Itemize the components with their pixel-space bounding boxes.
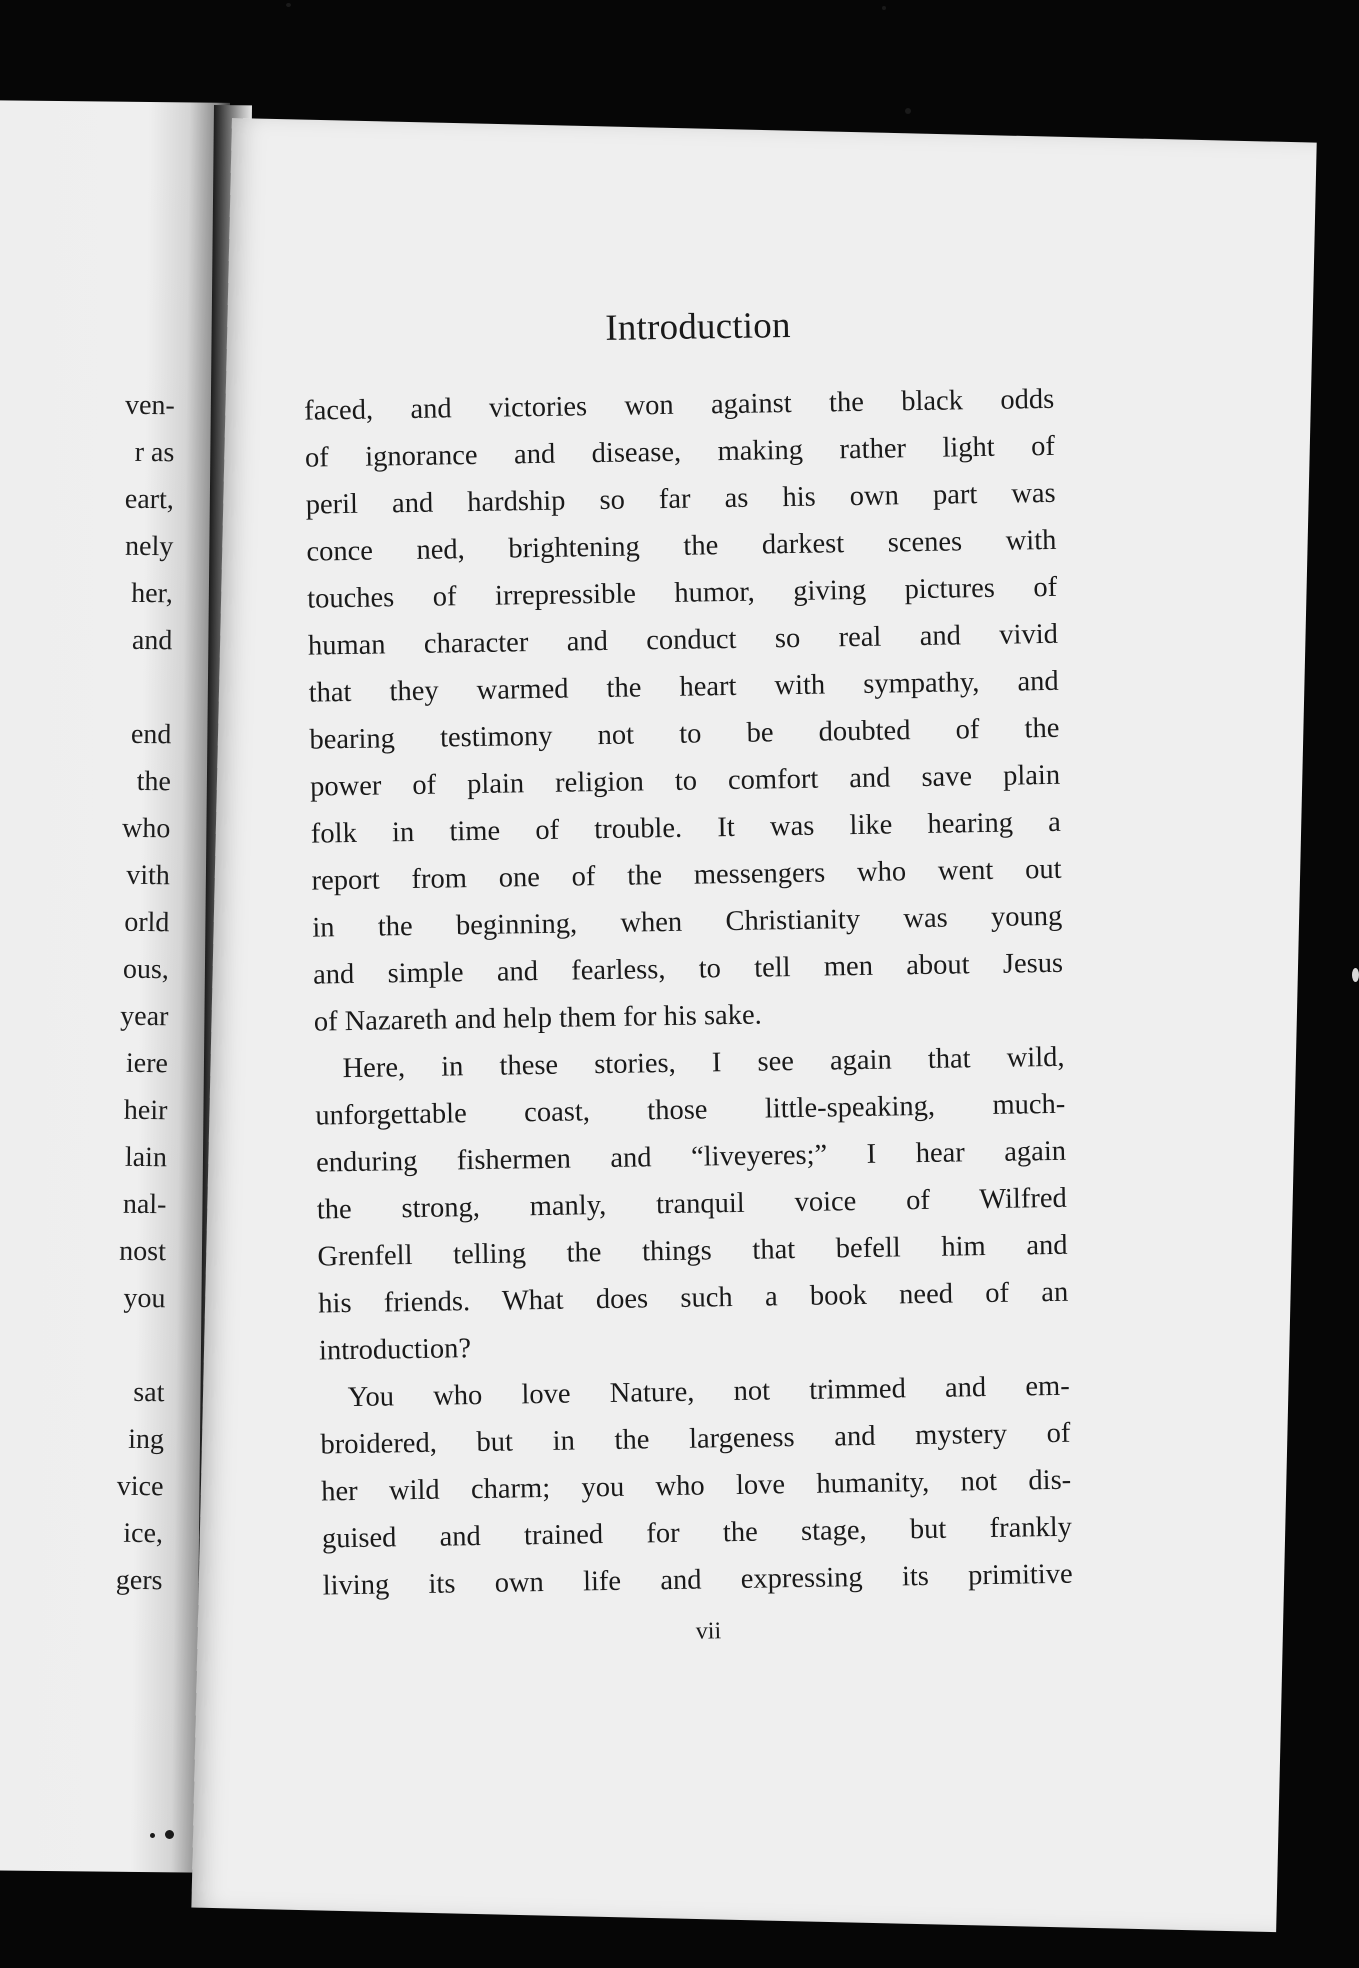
text-line: touches of irrepressible humor, giving pictures of (306, 571, 1058, 615)
left-page-fragment: lain (124, 1141, 168, 1174)
text-line: broidered, but in the largeness and mystery of (320, 1417, 1071, 1461)
text-line: of Nazareth and help them for his sake. (313, 999, 762, 1038)
text-line: conce ned, brightening the darkest scenes with (306, 524, 1057, 568)
left-page-fragment: her, (131, 577, 174, 610)
left-page-fragment: vice (116, 1470, 164, 1503)
text-line: human character and conduct so real and vivid (307, 618, 1059, 662)
text-line: guised and trained for the stage, but frankly (321, 1511, 1073, 1555)
text-line: Grenfell telling the things that befell him and (317, 1229, 1068, 1273)
left-page-fragment: who (121, 812, 171, 845)
text-line: the strong, manly, tranquil voice of Wilfred (316, 1182, 1067, 1226)
left-page-text-fragments (42, 381, 175, 1604)
page-number: vii (695, 1618, 722, 1645)
left-page-fragment: ing (128, 1423, 165, 1456)
left-page-fragment: orld (124, 906, 170, 939)
text-line: bearing testimony not to be doubted of the (309, 712, 1060, 756)
left-page-fragment: end (130, 718, 172, 751)
page-content (303, 298, 1074, 1658)
text-line: You who love Nature, not trimmed and em- (347, 1370, 1070, 1414)
text-line: his friends. What does such a book need of an (318, 1276, 1069, 1320)
left-page-fragment: nely (124, 530, 174, 563)
text-line: that they warmed the heart with sympathy, and (308, 665, 1059, 709)
body-text (304, 376, 1073, 1610)
text-line: report from one of the messengers who went out (311, 853, 1062, 897)
right-page (191, 118, 1316, 1932)
left-page-fragment: eart, (124, 483, 174, 516)
running-head: Introduction (605, 304, 791, 349)
text-line: of ignorance and disease, making rather light of (304, 430, 1056, 474)
text-line: and simple and fearless, to tell men about Jesus (312, 947, 1064, 991)
left-page-blank-line (52, 663, 172, 711)
left-page-fragment: ous, (122, 953, 170, 986)
left-page-fragment: vith (126, 859, 171, 892)
left-page-fragment: sat (133, 1376, 165, 1409)
text-line: introduction? (318, 1333, 472, 1367)
left-page-fragment: you (123, 1282, 166, 1315)
left-page-fragment: and (131, 624, 173, 657)
left-page-fragment: year (120, 1000, 169, 1033)
left-page-fragment: nost (119, 1235, 167, 1268)
left-page-fragment: the (136, 765, 172, 798)
left-page-fragment: nal- (122, 1188, 167, 1221)
text-line: peril and hardship so far as his own part was (305, 477, 1056, 521)
left-page-fragment: ven- (124, 389, 175, 422)
left-page-fragment: iere (125, 1047, 169, 1080)
left-page-fragment: heir (123, 1094, 168, 1127)
paragraph (314, 1034, 1069, 1375)
text-line: in the beginning, when Christianity was young (312, 900, 1063, 944)
text-line: unforgettable coast, those little-speaking, much- (315, 1088, 1066, 1132)
left-page-fragment: gers (115, 1564, 163, 1597)
text-line: faced, and victories won against the black odds (304, 383, 1055, 427)
left-page-blank-line (45, 1321, 165, 1369)
text-line: power of plain religion to comfort and save plain (309, 759, 1061, 803)
paragraph (304, 376, 1064, 1046)
text-line: living its own life and expressing its primitive (322, 1558, 1073, 1602)
text-line: her wild charm; you who love humanity, not dis- (321, 1464, 1072, 1508)
text-line: folk in time of trouble. It was like hearing a (310, 806, 1062, 850)
left-page-fragment: ice, (123, 1517, 164, 1550)
paragraph (319, 1363, 1073, 1610)
left-page-fragment: r as (134, 436, 175, 469)
text-line: Here, in these stories, I see again that wild, (342, 1041, 1065, 1085)
left-page (0, 100, 230, 1873)
text-line: enduring fishermen and “liveyeres;” I hear again (315, 1135, 1067, 1179)
